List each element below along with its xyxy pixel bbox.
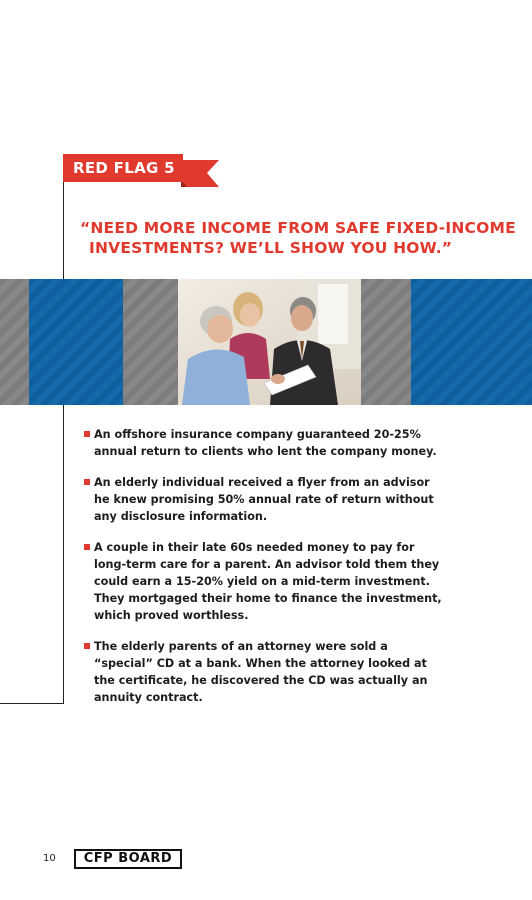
list-item: [85, 426, 445, 460]
band-blue-segment: [29, 279, 123, 405]
frame-horizontal-rule: [0, 703, 64, 704]
list-item-text: A couple in their late 60s needed money to pay for long-term care for a parent. An advisor told them they could earn a 15-20% yield on a mid-term investment. They mortgaged their home to finance the investment, which proved worthless.: [94, 541, 442, 622]
list-item-text: The elderly parents of an attorney were sold a “special” CD at a bank. When the attorney looked at the certificate, he discovered the CD was actually an annuity contract.: [94, 640, 428, 704]
list-item-text: An offshore insurance company guaranteed 20-25% annual return to clients who lent the company money.: [94, 428, 437, 458]
band-grey-segment: [361, 279, 411, 405]
red-square-bullet-icon: [84, 479, 90, 485]
headline-line-2: INVESTMENTS? WE’LL SHOW YOU HOW.”: [89, 239, 453, 257]
frame-vertical-rule: [63, 176, 64, 704]
red-square-bullet-icon: [84, 643, 90, 649]
photo-band: [0, 279, 532, 405]
page-number: 10: [43, 853, 56, 864]
red-square-bullet-icon: [84, 544, 90, 550]
red-square-bullet-icon: [84, 431, 90, 437]
list-item: [85, 638, 445, 706]
band-grey-segment: [0, 279, 29, 405]
list-item: [85, 539, 445, 624]
headline-quote: [80, 218, 520, 258]
example-list: [85, 426, 445, 720]
list-item-text: An elderly individual received a flyer from an advisor he knew promising 50% annual rate of return without any disclosure information.: [94, 476, 434, 523]
band-grey-segment: [123, 279, 178, 405]
list-item: [85, 474, 445, 525]
red-flag-label: RED FLAG 5: [63, 154, 183, 182]
ribbon-tail-icon: [181, 160, 221, 190]
band-blue-segment: [411, 279, 532, 405]
cfp-board-logo: CFP BOARD: [74, 849, 182, 869]
advisor-meeting-photo: [178, 279, 361, 405]
headline-line-1: “NEED MORE INCOME FROM SAFE FIXED-INCOME: [80, 219, 516, 237]
